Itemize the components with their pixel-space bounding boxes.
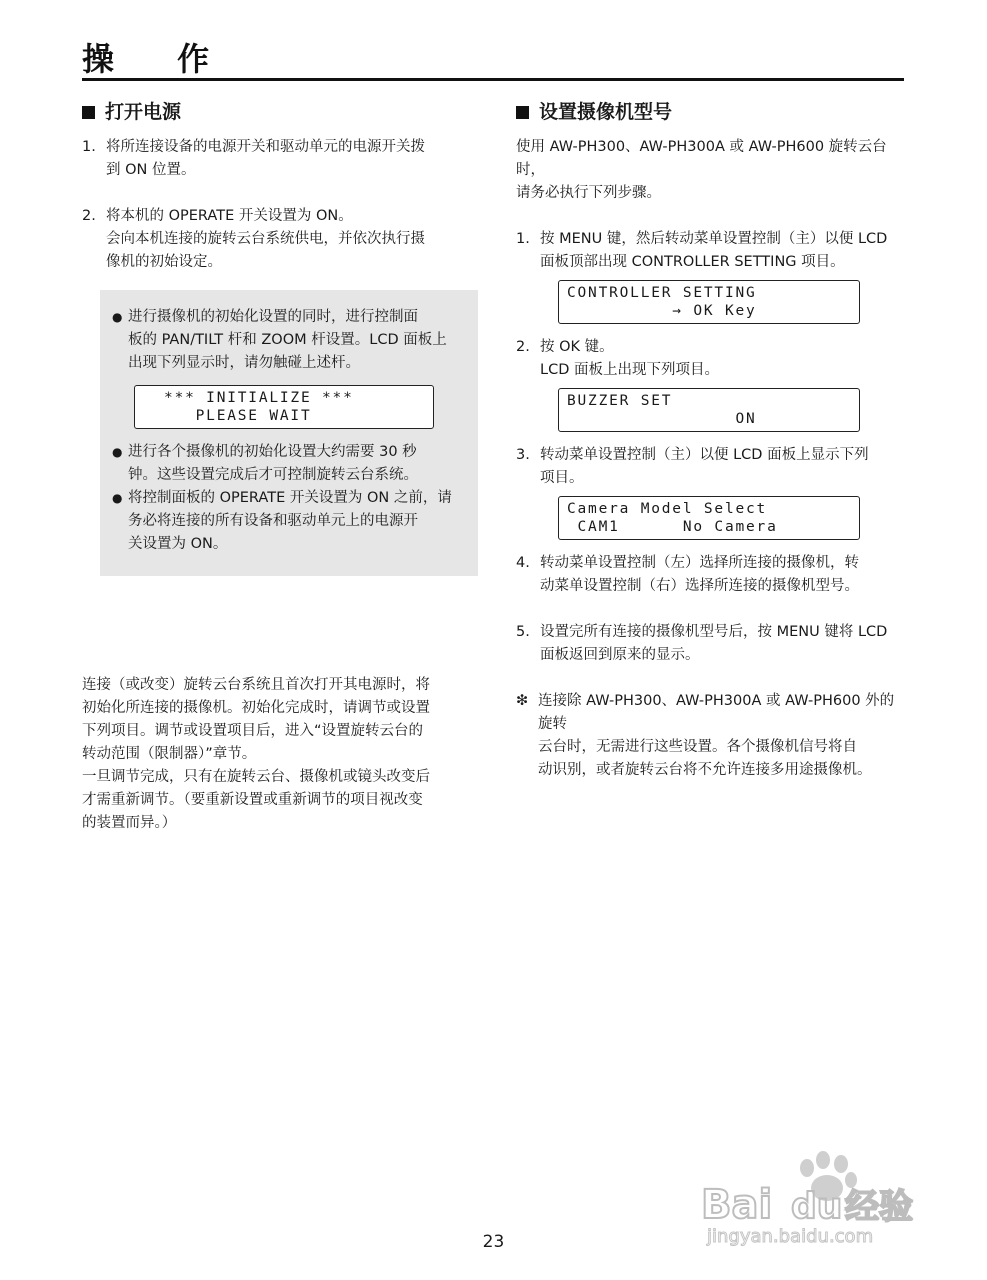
initialization-paragraph xyxy=(82,674,472,835)
camera-step-4 xyxy=(516,552,908,598)
step-number: 2. xyxy=(82,208,96,224)
step-text xyxy=(540,621,908,667)
step-number: 4. xyxy=(516,555,530,571)
section-heading-camera-model xyxy=(516,98,908,126)
note-text xyxy=(538,690,908,782)
lcd-line: Camera Model Select xyxy=(567,501,768,517)
bullet-line: 进行摄像机的初始化设置的同时，进行控制面 xyxy=(128,309,418,325)
step-number: 1. xyxy=(82,139,96,155)
lcd-line: → OK Key xyxy=(567,303,757,319)
camera-model-intro xyxy=(516,136,908,205)
power-step-2 xyxy=(82,205,472,274)
lcd-display-controller-setting xyxy=(558,280,860,324)
note-line: 连接除 AW-PH300、AW-PH300A 或 AW-PH600 外的旋转 xyxy=(538,693,895,732)
watermark-brand: Bai xyxy=(701,1182,773,1228)
watermark-brand-jingyan: 经验 xyxy=(845,1187,913,1227)
page-title: 操 作 xyxy=(82,40,236,78)
paragraph-line: 连接（或改变）旋转云台系统且首次打开其电源时，将 xyxy=(82,677,430,693)
bullet-dot-icon: ● xyxy=(112,310,123,324)
lcd-line: CONTROLLER SETTING xyxy=(567,285,757,301)
intro-line: 使用 AW-PH300、AW-PH300A 或 AW-PH600 旋转云台时， xyxy=(516,139,887,178)
step-line: 到 ON 位置。 xyxy=(106,162,196,178)
step-line: 转动菜单设置控制（主）以便 LCD 面板上显示下列 xyxy=(540,447,869,463)
step-text xyxy=(540,444,908,490)
note-bullet-1 xyxy=(112,306,464,375)
bullet-line: 板的 PAN/TILT 杆和 ZOOM 杆设置。LCD 面板上 xyxy=(128,332,447,348)
bullet-text xyxy=(128,487,464,556)
step-line: 将本机的 OPERATE 开关设置为 ON。 xyxy=(106,208,353,224)
bullet-line: 关设置为 ON。 xyxy=(128,536,228,552)
lcd-display-initialize xyxy=(134,385,434,429)
asterisk-note-icon: ❇ xyxy=(516,693,529,709)
note-line: 动识别，或者旋转云台将不允许连接多用途摄像机。 xyxy=(538,762,872,778)
note-bullet-3 xyxy=(112,487,464,556)
step-line: 转动菜单设置控制（左）选择所连接的摄像机，转 xyxy=(540,555,859,571)
step-line: LCD 面板上出现下列项目。 xyxy=(540,362,719,378)
section-heading-camera-model-text: 设置摄像机型号 xyxy=(539,101,673,123)
step-line: 动菜单设置控制（右）选择所连接的摄像机型号。 xyxy=(540,578,859,594)
note-bullet-2 xyxy=(112,441,464,487)
bullet-line: 钟。这些设置完成后才可控制旋转云台系统。 xyxy=(128,467,418,483)
note-box xyxy=(100,290,478,576)
step-number: 5. xyxy=(516,624,530,640)
bullet-line: 出现下列显示时，请勿触碰上述杆。 xyxy=(128,355,360,371)
lcd-line: CAM1 No Camera xyxy=(567,519,778,535)
lcd-line: BUZZER SET xyxy=(567,393,673,409)
lcd-line: PLEASE WAIT xyxy=(143,408,312,424)
section-heading-power xyxy=(82,98,472,126)
step-line: 像机的初始设定。 xyxy=(106,254,222,270)
step-line: 项目。 xyxy=(540,470,584,486)
step-text xyxy=(540,336,908,382)
step-text xyxy=(540,552,908,598)
paragraph-line: 转动范围（限制器）”章节。 xyxy=(82,746,257,762)
bullet-line: 将控制面板的 OPERATE 开关设置为 ON 之前，请 xyxy=(128,490,452,506)
step-text xyxy=(106,205,472,274)
camera-step-1 xyxy=(516,228,908,274)
step-number: 2. xyxy=(516,339,530,355)
bullet-text xyxy=(128,441,464,487)
paragraph-line: 一旦调节完成，只有在旋转云台、摄像机或镜头改变后 xyxy=(82,769,430,785)
watermark-url: jingyan.baidu.com xyxy=(707,1226,874,1247)
bullet-dot-icon: ● xyxy=(112,491,123,505)
right-column xyxy=(516,98,908,782)
lcd-line: ON xyxy=(567,411,757,427)
step-line: 面板顶部出现 CONTROLLER SETTING 项目。 xyxy=(540,254,845,270)
page-number: 23 xyxy=(482,1232,505,1252)
camera-step-2 xyxy=(516,336,908,382)
lcd-display-buzzer-set xyxy=(558,388,860,432)
camera-step-5 xyxy=(516,621,908,667)
watermark-brand-du: du xyxy=(791,1186,843,1227)
paragraph-line: 下列项目。调节或设置项目后，进入“设置旋转云台的 xyxy=(82,723,424,739)
power-step-1 xyxy=(82,136,472,182)
step-line: 按 OK 键。 xyxy=(540,339,614,355)
step-number: 3. xyxy=(516,447,530,463)
step-line: 会向本机连接的旋转云台系统供电，并依次执行摄 xyxy=(106,231,425,247)
step-line: 设置完所有连接的摄像机型号后，按 MENU 键将 LCD xyxy=(540,624,888,640)
step-line: 面板返回到原来的显示。 xyxy=(540,647,700,663)
bullet-dot-icon: ● xyxy=(112,445,123,459)
note-line: 云台时，无需进行这些设置。各个摄像机信号将自 xyxy=(538,739,857,755)
paragraph-line: 的装置而异。） xyxy=(82,815,177,831)
paragraph-line: 初始化所连接的摄像机。初始化完成时，请调节或设置 xyxy=(82,700,430,716)
camera-step-3 xyxy=(516,444,908,490)
camera-note xyxy=(516,690,908,782)
step-text xyxy=(106,136,472,182)
section-heading-power-text: 打开电源 xyxy=(105,101,182,123)
paragraph-line: 才需重新调节。（要重新设置或重新调节的项目视改变 xyxy=(82,792,423,808)
bullet-line: 务必将连接的所有设备和驱动单元上的电源开 xyxy=(128,513,418,529)
bullet-line: 进行各个摄像机的初始化设置大约需要 30 秒 xyxy=(128,444,417,460)
intro-line: 请务必执行下列步骤。 xyxy=(516,185,661,201)
step-line: 按 MENU 键，然后转动菜单设置控制（主）以便 LCD xyxy=(540,231,888,247)
title-rule xyxy=(82,78,904,81)
lcd-display-camera-model-select xyxy=(558,496,860,540)
square-bullet-icon xyxy=(82,106,95,119)
step-number: 1. xyxy=(516,231,530,247)
step-text xyxy=(540,228,908,274)
left-column xyxy=(82,98,472,835)
lcd-line: *** INITIALIZE *** xyxy=(143,390,354,406)
bullet-text xyxy=(128,306,464,375)
step-line: 将所连接设备的电源开关和驱动单元的电源开关拨 xyxy=(106,139,425,155)
square-bullet-icon xyxy=(516,106,529,119)
